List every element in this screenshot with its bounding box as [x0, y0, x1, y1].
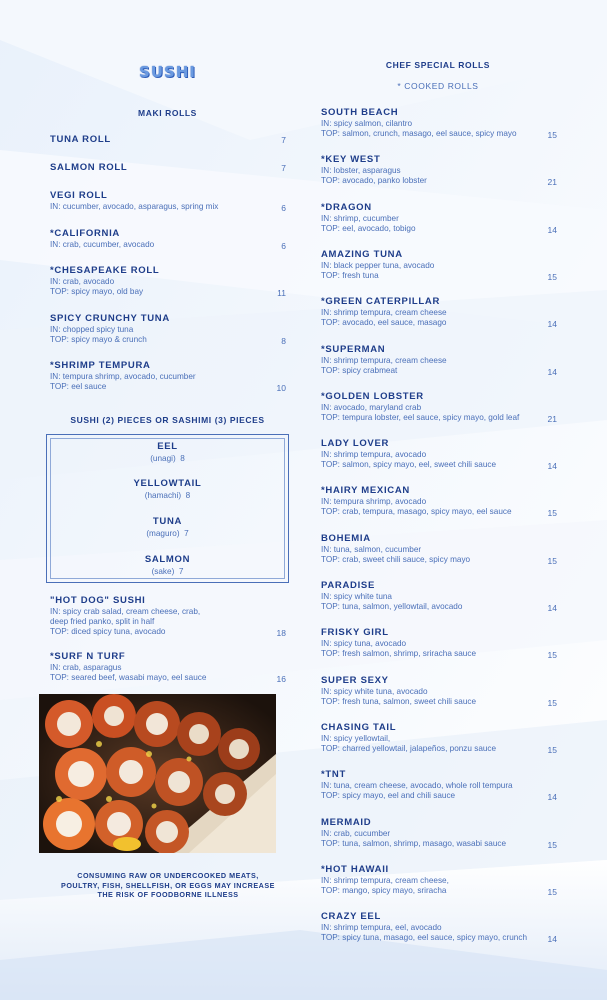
item-price: 14 [547, 319, 557, 329]
item-description: IN: spicy yellowtail, [321, 734, 391, 743]
item-description: IN: spicy salmon, cilantro [321, 119, 413, 128]
menu-item [321, 154, 536, 186]
menu-item [50, 162, 270, 174]
item-description: TOP: spicy tuna, masago, eel sauce, spicy mayo, crunch [321, 933, 527, 942]
item-name: SUPER SEXY [321, 675, 389, 686]
menu-item [321, 769, 536, 801]
item-price: 15 [547, 745, 557, 755]
page-title: SUSHI [139, 63, 196, 81]
item-price: 14 [547, 792, 557, 802]
sashimi-name: EEL [157, 441, 178, 452]
item-description: IN: shrimp tempura, cream cheese [321, 356, 447, 365]
item-name: *HOT HAWAII [321, 864, 389, 875]
item-price: 21 [547, 414, 557, 424]
menu-item [321, 296, 536, 328]
item-price: 15 [547, 130, 557, 140]
menu-item [321, 438, 536, 470]
cooked-note: * COOKED ROLLS [397, 81, 479, 91]
item-description: TOP: crab, tempura, masago, spicy mayo, eel sauce [321, 507, 512, 516]
item-description: TOP: fresh salmon, shrimp, sriracha sauce [321, 649, 477, 658]
item-description: TOP: seared beef, wasabi mayo, eel sauce [50, 673, 207, 682]
item-description: IN: crab, cucumber [321, 829, 391, 838]
chef-heading: CHEF SPECIAL ROLLS [385, 60, 491, 70]
sashimi-box [46, 434, 289, 583]
item-description: TOP: salmon, spicy mayo, eel, sweet chili sauce [321, 460, 497, 469]
item-description: deep fried panko, split in half [50, 617, 155, 626]
item-name: VEGI ROLL [50, 190, 108, 201]
sashimi-name: TUNA [152, 516, 183, 527]
menu-item [321, 533, 536, 565]
item-description: IN: shrimp tempura, avocado [321, 450, 427, 459]
item-price: 6 [281, 241, 286, 251]
menu-item [321, 580, 536, 612]
item-name: *GREEN CATERPILLAR [321, 296, 441, 307]
item-price: 21 [547, 177, 557, 187]
item-description: TOP: spicy crabmeat [321, 366, 398, 375]
item-description: TOP: eel sauce [50, 382, 107, 391]
item-description: TOP: fresh tuna, salmon, sweet chili sauce [321, 697, 477, 706]
menu-item [321, 344, 536, 376]
item-description: TOP: crab, sweet chili sauce, spicy mayo [321, 555, 471, 564]
item-description: IN: avocado, maryland crab [321, 403, 422, 412]
menu-item [50, 360, 270, 392]
item-name: *GOLDEN LOBSTER [321, 391, 424, 402]
sashimi-detail: (unagi) 8 [150, 454, 185, 463]
item-name: CRAZY EEL [321, 911, 381, 922]
item-price: 7 [281, 135, 286, 145]
item-description: IN: crab, cucumber, avocado [50, 240, 155, 249]
item-price: 14 [547, 603, 557, 613]
item-description: IN: lobster, asparagus [321, 166, 401, 175]
item-price: 16 [276, 674, 286, 684]
item-description: IN: chopped spicy tuna [50, 325, 134, 334]
sashimi-detail: (maguro) 7 [146, 529, 189, 538]
item-description: IN: spicy tuna, avocado [321, 639, 407, 648]
item-description: TOP: charred yellowtail, jalapeños, ponzu sauce [321, 744, 497, 753]
menu-item [50, 313, 270, 345]
item-name: SPICY CRUNCHY TUNA [50, 313, 170, 324]
item-description: IN: shrimp tempura, cream cheese [321, 308, 447, 317]
menu-item [321, 391, 536, 423]
item-description: IN: cucumber, avocado, asparagus, spring mix [50, 202, 219, 211]
sashimi-item [47, 441, 288, 464]
item-name: *KEY WEST [321, 154, 381, 165]
menu-item [50, 134, 270, 146]
menu-item [321, 249, 536, 281]
menu-item [321, 817, 536, 849]
menu-item [50, 228, 270, 250]
menu-item [321, 627, 536, 659]
item-name: MERMAID [321, 817, 372, 828]
item-price: 6 [281, 203, 286, 213]
item-name: *CHESAPEAKE ROLL [50, 265, 160, 276]
item-description: TOP: spicy mayo & crunch [50, 335, 147, 344]
sashimi-name: SALMON [144, 554, 191, 565]
item-description: TOP: fresh tuna [321, 271, 379, 280]
item-name: CHASING TAIL [321, 722, 397, 733]
item-name: TUNA ROLL [50, 134, 111, 145]
sashimi-item [47, 478, 288, 501]
item-price: 15 [547, 508, 557, 518]
item-name: *HAIRY MEXICAN [321, 485, 410, 496]
sushi-rolls-photo [39, 694, 276, 853]
item-description: IN: tempura shrimp, avocado, cucumber [50, 372, 196, 381]
item-price: 15 [547, 272, 557, 282]
item-name: *TNT [321, 769, 346, 780]
sashimi-heading: SUSHI (2) PIECES OR SASHIMI (3) PIECES [70, 415, 265, 425]
item-price: 14 [547, 461, 557, 471]
item-description: TOP: tuna, salmon, yellowtail, avocado [321, 602, 463, 611]
menu-item [50, 265, 270, 297]
item-description: IN: crab, avocado [50, 277, 115, 286]
item-description: TOP: salmon, crunch, masago, eel sauce, spicy mayo [321, 129, 517, 138]
item-name: "HOT DOG" SUSHI [50, 595, 146, 606]
item-description: IN: crab, asparagus [50, 663, 122, 672]
item-description: TOP: avocado, eel sauce, masago [321, 318, 447, 327]
menu-item [50, 595, 270, 637]
item-description: TOP: spicy mayo, eel and chili sauce [321, 791, 456, 800]
menu-item [50, 190, 270, 212]
item-price: 7 [281, 163, 286, 173]
item-description: IN: spicy white tuna [321, 592, 392, 601]
item-description: IN: tempura shrimp, avocado [321, 497, 427, 506]
menu-item [321, 202, 536, 234]
menu-item [321, 485, 536, 517]
item-name: *DRAGON [321, 202, 372, 213]
item-name: LADY LOVER [321, 438, 390, 449]
item-name: PARADISE [321, 580, 375, 591]
item-description: TOP: avocado, panko lobster [321, 176, 427, 185]
item-price: 14 [547, 367, 557, 377]
item-description: TOP: diced spicy tuna, avocado [50, 627, 166, 636]
sashimi-item [47, 554, 288, 577]
menu-item [321, 911, 536, 943]
item-price: 15 [547, 840, 557, 850]
item-price: 10 [276, 383, 286, 393]
item-name: BOHEMIA [321, 533, 371, 544]
item-name: *CALIFORNIA [50, 228, 120, 239]
item-description: TOP: spicy mayo, old bay [50, 287, 144, 296]
item-description: IN: spicy crab salad, cream cheese, crab, [50, 607, 201, 616]
sashimi-name: YELLOWTAIL [133, 478, 202, 489]
item-name: AMAZING TUNA [321, 249, 403, 260]
item-price: 14 [547, 934, 557, 944]
item-description: TOP: tempura lobster, eel sauce, spicy mayo, gold leaf [321, 413, 520, 422]
item-price: 8 [281, 336, 286, 346]
item-name: *SHRIMP TEMPURA [50, 360, 151, 371]
sashimi-detail: (hamachi) 8 [144, 491, 191, 500]
item-price: 15 [547, 698, 557, 708]
item-name: *SURF N TURF [50, 651, 126, 662]
item-description: IN: shrimp tempura, cream cheese, [321, 876, 449, 885]
item-price: 15 [547, 556, 557, 566]
menu-item [50, 651, 270, 683]
item-description: TOP: tuna, salmon, shrimp, masago, wasabi sauce [321, 839, 507, 848]
item-price: 11 [277, 288, 286, 298]
item-price: 14 [547, 225, 557, 235]
item-price: 15 [547, 887, 557, 897]
item-name: SALMON ROLL [50, 162, 128, 173]
item-description: IN: shrimp tempura, eel, avocado [321, 923, 442, 932]
menu-item [321, 107, 536, 139]
item-name: *SUPERMAN [321, 344, 386, 355]
sashimi-detail: (sake) 7 [151, 567, 184, 576]
sashimi-item [47, 516, 288, 539]
item-description: IN: tuna, cream cheese, avocado, whole roll tempura [321, 781, 513, 790]
item-name: SOUTH BEACH [321, 107, 399, 118]
item-price: 18 [276, 628, 286, 638]
item-description: IN: spicy white tuna, avocado [321, 687, 428, 696]
food-safety-warning: CONSUMING RAW OR UNDERCOOKED MEATS, POULTRY, FISH, SHELLFISH, OR EGGS MAY INCREASE THE RISK OF FOODBORNE ILLNESS [61, 871, 275, 899]
item-description: IN: tuna, salmon, cucumber [321, 545, 422, 554]
item-description: TOP: mango, spicy mayo, sriracha [321, 886, 447, 895]
menu-item [321, 722, 536, 754]
item-description: TOP: eel, avocado, tobigo [321, 224, 416, 233]
item-name: FRISKY GIRL [321, 627, 389, 638]
item-description: IN: shrimp, cucumber [321, 214, 399, 223]
item-price: 15 [547, 650, 557, 660]
menu-item [321, 864, 536, 896]
maki-heading: MAKI ROLLS [138, 108, 197, 118]
item-description: IN: black pepper tuna, avocado [321, 261, 435, 270]
menu-item [321, 675, 536, 707]
